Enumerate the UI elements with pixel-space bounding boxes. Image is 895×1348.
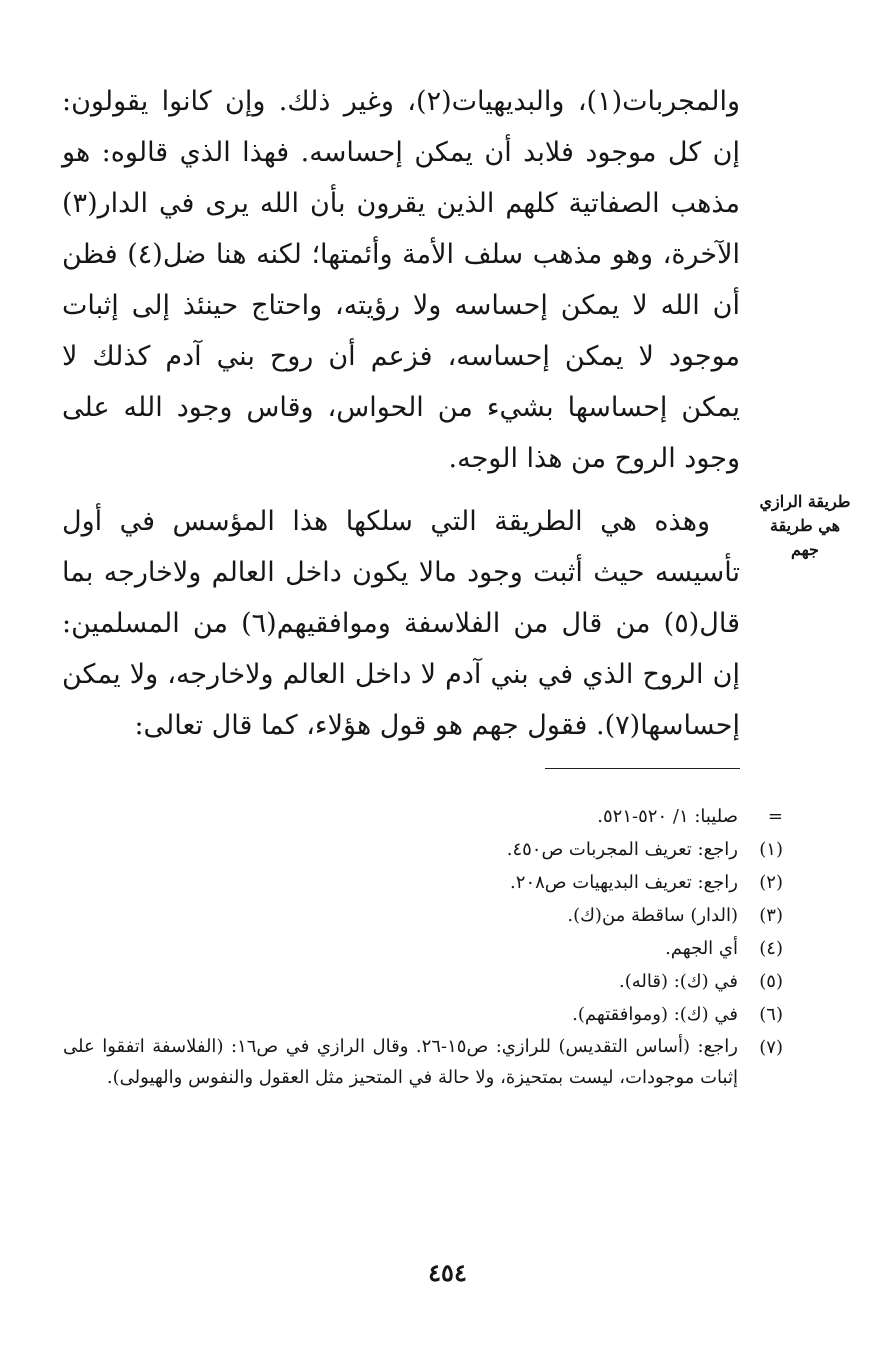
footnote-number: (١) xyxy=(759,839,783,860)
page-number: ٤٥٤ xyxy=(428,1258,467,1287)
footnote-text: راجع: تعريف المجربات ص٤٥٠. xyxy=(506,839,738,860)
footnote-1 xyxy=(63,833,783,866)
footnote-2 xyxy=(63,866,783,899)
footnote-separator xyxy=(545,768,740,769)
footnote-text: في (ك): (وموافقتهم). xyxy=(572,1004,738,1025)
footnote-number: = xyxy=(767,806,783,827)
footnote-number: (٢) xyxy=(759,872,783,893)
margin-note: طريقة الرازي هي طريقة جهم xyxy=(759,492,851,559)
footnote-text: أي الجهم. xyxy=(665,938,738,959)
footnote-4 xyxy=(63,932,783,965)
footnote-number: (٤) xyxy=(759,938,783,959)
footnote-text: (الدار) ساقطة من(ك). xyxy=(567,905,738,926)
footnote-3 xyxy=(63,899,783,932)
footnote-7 xyxy=(63,1031,783,1093)
footnote-continued xyxy=(63,800,783,833)
paragraph-2: وهذه هي الطريقة التي سلكها هذا المؤسس في أول تأسيسه حيث أثبت وجود مالا يكون داخل العالم ولاخارجه بما قال(٥) من قال من الفلاسفة وموافقيهم(٦) من المسلمين: إن الروح الذي في بني آدم لا داخل العالم ولاخارجه، ولا يمكن إحساسها(٧). فقول جهم هو قول هؤلاء، كما قال تعالى: xyxy=(62,506,741,741)
paragraph-1: والمجربات(١)، والبديهيات(٢)، وغير ذلك. وإن كانوا يقولون: إن كل موجود فلابد أن يمكن إحساسه. فهذا الذي قالوه: هو مذهب الصفاتية كلهم الذين يقرون بأن الله يرى في الدار(٣) الآخرة، وهو مذهب سلف الأمة وأئمتها؛ لكنه هنا ضل(٤) فظن أن الله لا يمكن إحساسه ولا رؤيته، واحتاج حينئذ إلى إثبات موجود لا يمكن إحساسه، فزعم أن روح بني آدم كذلك لا يمكن إحساسها بشيء من الحواس، وقاس وجود الله على وجود الروح من هذا الوجه. xyxy=(62,86,740,474)
footnote-text: صليبا: ١/ ٥٢٠-٥٢١. xyxy=(597,806,738,827)
footnote-number: (٣) xyxy=(759,905,783,926)
footnotes xyxy=(63,800,783,1093)
footnote-number: (٦) xyxy=(759,1004,783,1025)
main-text xyxy=(62,76,740,751)
footnote-6 xyxy=(63,998,783,1031)
footnote-text: راجع: تعريف البديهيات ص٢٠٨. xyxy=(510,872,738,893)
footnote-number: (٥) xyxy=(759,971,783,992)
footnote-text: في (ك): (قاله). xyxy=(619,971,738,992)
footnote-number: (٧) xyxy=(759,1037,783,1058)
footnote-5 xyxy=(63,965,783,998)
footnote-text: راجع: (أساس التقديس) للرازي: ص١٥-٢٦. وقال الرازي في ص١٦: (الفلاسفة اتفقوا على إثبات موجودات، ليست بمتحيزة، ولا حالة في المتحيز مثل العقول والنفوس والهيولى). xyxy=(63,1036,738,1088)
